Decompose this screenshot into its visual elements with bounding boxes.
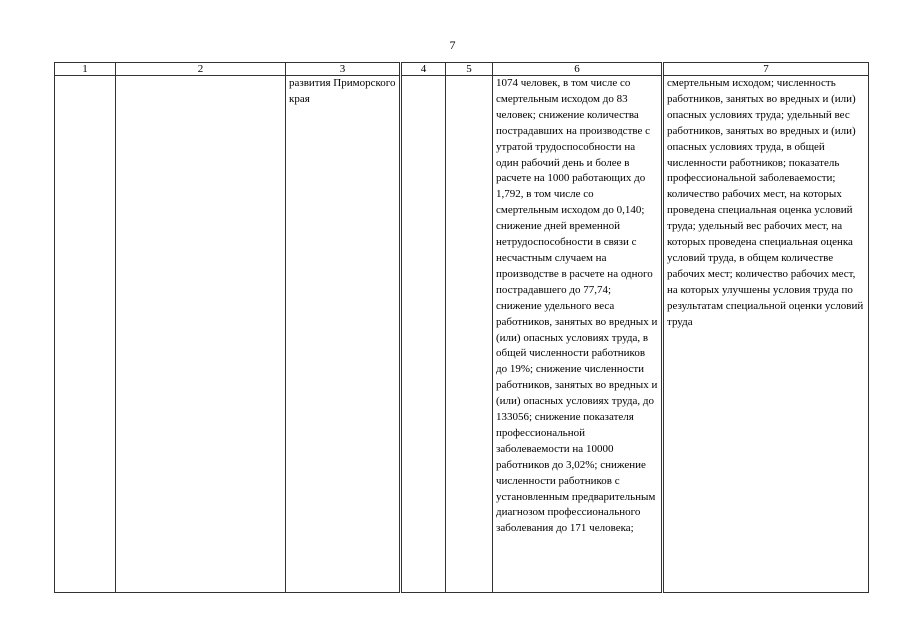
table-header-row <box>55 63 869 76</box>
table-cell-col4 <box>401 76 446 593</box>
document-table-container <box>54 62 869 593</box>
table-cell-col2 <box>116 76 286 593</box>
column-header-5: 5 <box>446 63 493 76</box>
column-header-1: 1 <box>55 63 116 76</box>
table-cell-col7: смертельным исходом; численность работников, занятых во вредных и (или) опасных условиях труда; удельный вес работников, занятых во вредных и (или) опасных условиях труда, в общей численности работников; показатель профессиональной заболеваемости; количество рабочих мест, на которых проведена специальная оценка условий труда; удельный вес рабочих мест, на которых проведена специальная оценка условий труда, в общем количестве рабочих мест; количество рабочих мест, на которых улучшены условия труда по результатам специальной оценки условий труда <box>663 76 869 593</box>
table-cell-col1 <box>55 76 116 593</box>
column-header-6: 6 <box>493 63 663 76</box>
table-row <box>55 76 869 593</box>
table-cell-col3: развития Приморского края <box>286 76 401 593</box>
table-cell-col6: 1074 человек, в том числе со смертельным исходом до 83 человек; снижение количества пострадавших на производстве с утратой трудоспособности на один рабочий день и более в расчете на 1000 работающих до 1,792, в том числе со смертельным исходом до 0,140; снижение дней временной нетрудоспособности в связи с несчастным случаем на производстве в расчете на одного пострадавшего до 77,74; снижение удельного веса работников, занятых во вредных и (или) опасных условиях труда, в общей численности работников до 19%; снижение численности работников, занятых во вредных и (или) опасных условиях труда, до 133056; снижение показателя профессиональной заболеваемости на 10000 работников до 3,02%; снижение численности работников с установленным предварительным диагнозом профессионального заболевания до 171 человека; <box>493 76 663 593</box>
table-cell-col5 <box>446 76 493 593</box>
page-number: 7 <box>449 38 456 52</box>
column-header-2: 2 <box>116 63 286 76</box>
column-header-3: 3 <box>286 63 401 76</box>
document-table <box>54 62 869 593</box>
column-header-7: 7 <box>663 63 869 76</box>
column-header-4: 4 <box>401 63 446 76</box>
